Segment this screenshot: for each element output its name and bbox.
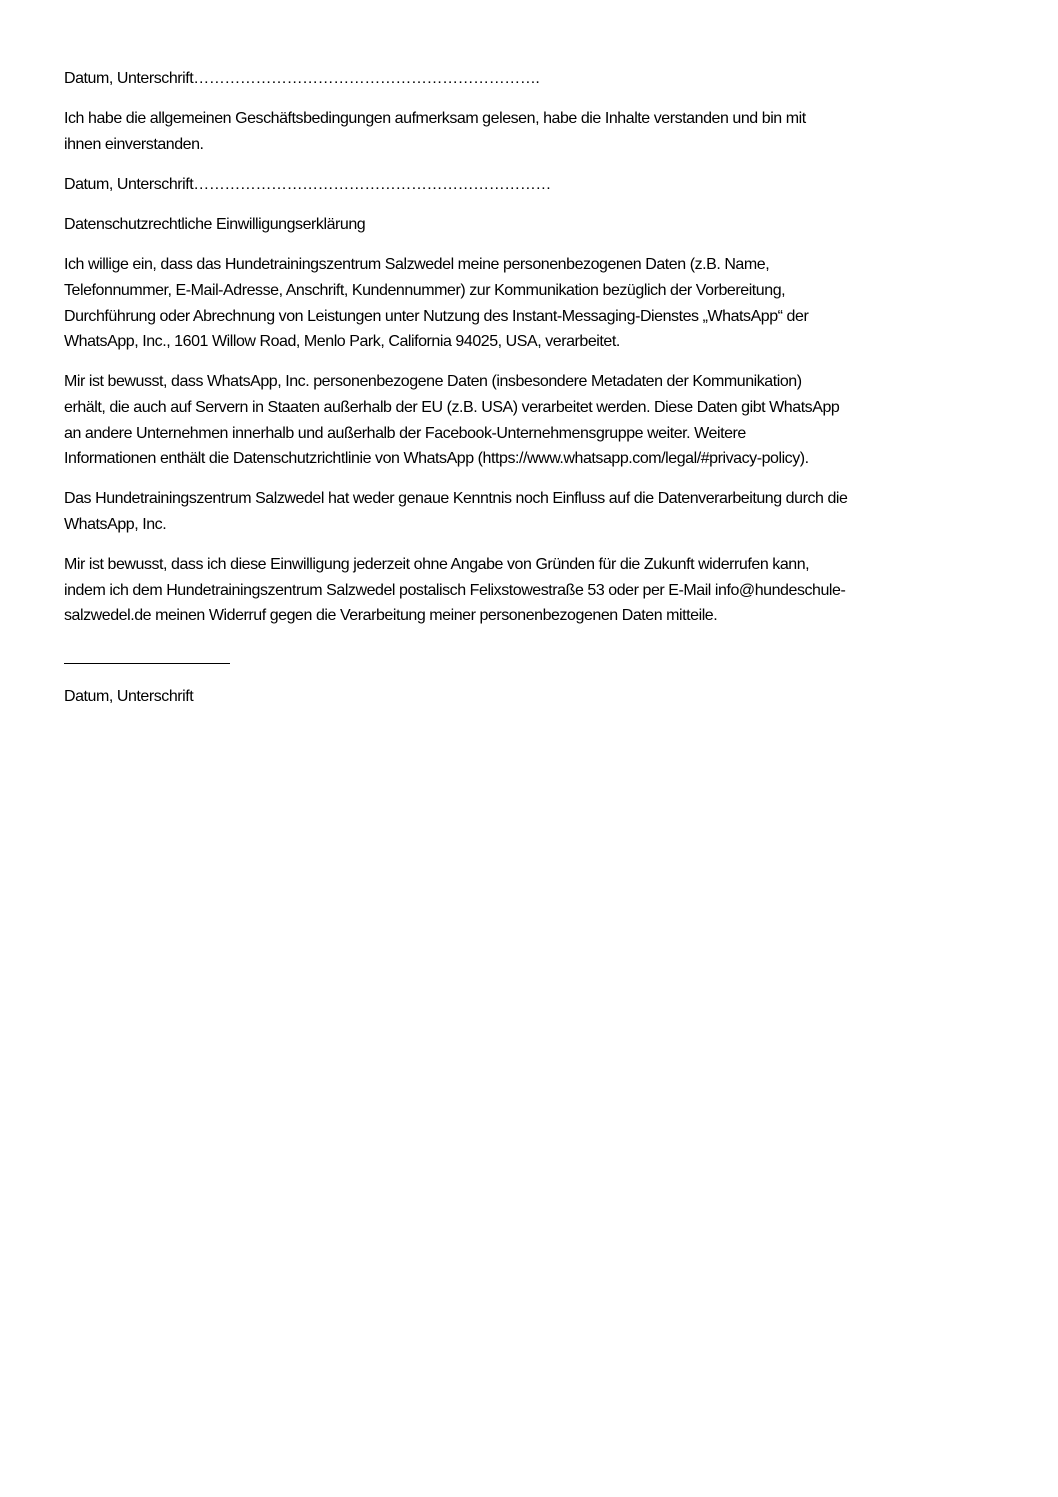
consent-paragraph (64, 252, 999, 354)
consent-line: WhatsApp, Inc., 1601 Willow Road, Menlo Park, California 94025, USA, verarbeitet. (64, 333, 620, 351)
signature-line-agb: Datum, Unterschrift…………………………………………………………. (64, 70, 540, 87)
signature-underline (64, 643, 999, 669)
no-influence-line: WhatsApp, Inc. (64, 515, 167, 533)
awareness-line: an andere Unternehmen innerhalb und außerhalb der Facebook-Unternehmensgruppe weiter. Weitere (64, 424, 746, 442)
agb-consent-line: Ich habe die allgemeinen Geschäftsbedingungen aufmerksam gelesen, habe die Inhalte verstanden und bin mit (64, 110, 806, 128)
agb-consent-paragraph (64, 106, 999, 157)
consent-line: Durchführung oder Abrechnung von Leistungen unter Nutzung des Instant-Messaging-Dienstes „WhatsApp“ der (64, 307, 809, 325)
awareness-paragraph (64, 369, 999, 471)
signature-line-agb-confirm: Datum, Unterschrift…………………………………………………………… (64, 175, 551, 193)
consent-line: Ich willige ein, dass das Hundetrainingszentrum Salzwedel meine personenbezogenen Daten (z.B. Name, (64, 256, 770, 274)
signature-label-final: Datum, Unterschrift (64, 687, 194, 705)
no-influence-line: Das Hundetrainingszentrum Salzwedel hat weder genaue Kenntnis noch Einfluss auf die Datenverarbeitung durch die (64, 490, 848, 508)
revocation-paragraph (64, 552, 999, 629)
revocation-line: salzwedel.de meinen Widerruf gegen die Verarbeitung meiner personenbezogenen Daten mitteile. (64, 607, 718, 625)
agb-consent-line: ihnen einverstanden. (64, 135, 204, 153)
awareness-line: Mir ist bewusst, dass WhatsApp, Inc. personenbezogene Daten (insbesondere Metadaten der Kommunikation) (64, 373, 802, 391)
awareness-line: erhält, die auch auf Servern in Staaten außerhalb der EU (z.B. USA) verarbeitet werden. Diese Daten gibt WhatsApp (64, 398, 840, 416)
signature-blank (64, 643, 230, 664)
revocation-line: Mir ist bewusst, dass ich diese Einwilligung jederzeit ohne Angabe von Gründen für die Zukunft widerrufen kann, (64, 556, 810, 574)
privacy-heading: Datenschutzrechtliche Einwilligungserklärung (64, 216, 366, 234)
no-influence-paragraph (64, 486, 999, 537)
revocation-line: indem ich dem Hundetrainingszentrum Salzwedel postalisch Felixstowestraße 53 oder per E-Mail info@hundeschule- (64, 581, 846, 599)
document-page (64, 66, 999, 724)
consent-line: Telefonnummer, E-Mail-Adresse, Anschrift, Kundennummer) zur Kommunikation bezüglich der Vorbereitung, (64, 281, 786, 299)
awareness-line: Informationen enthält die Datenschutzrichtlinie von WhatsApp (https://www.whatsapp.com/legal/#privacy-policy). (64, 450, 809, 468)
